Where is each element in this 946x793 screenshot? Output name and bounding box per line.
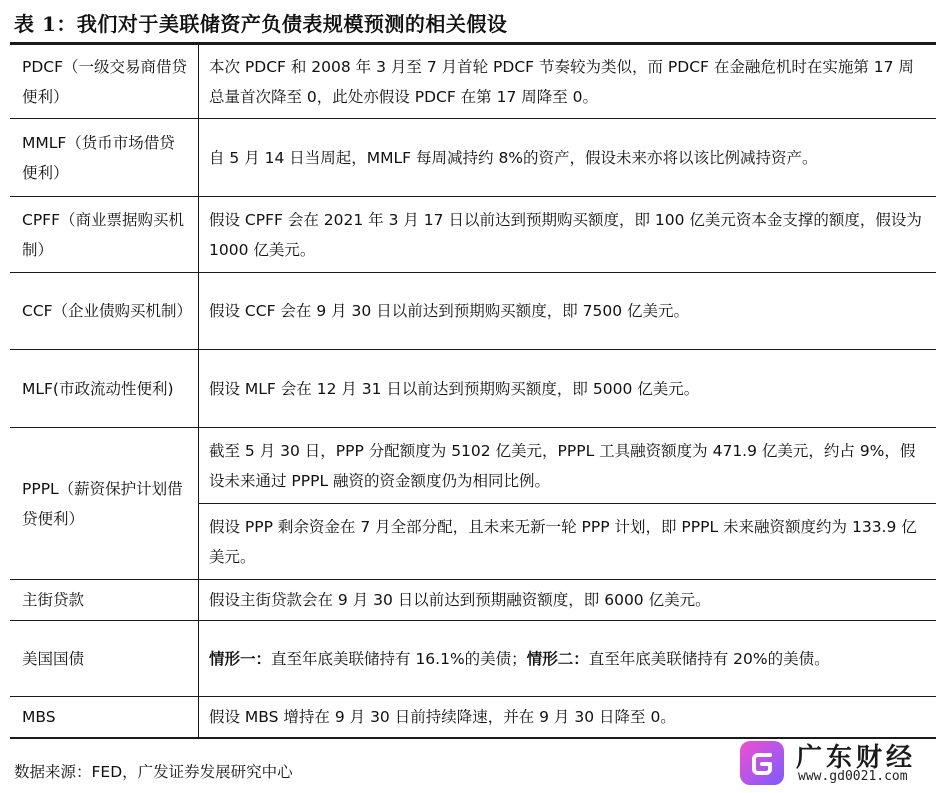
table-row xyxy=(10,580,936,621)
data-source: 数据来源：FED，广发证券发展研究中心 xyxy=(14,763,293,781)
scenario-text: 直至年底美联储持有 16.1%的美债； xyxy=(271,649,527,668)
watermark xyxy=(730,735,940,789)
row-key: CPFF（商业票据购买机制） xyxy=(10,197,199,273)
assumptions-table xyxy=(10,44,936,739)
table-row xyxy=(10,697,936,739)
watermark-brand: 广东财经 xyxy=(796,743,917,773)
row-key: MMLF（货币市场借贷便利） xyxy=(10,119,199,197)
row-key: MBS xyxy=(10,697,199,739)
table-title: 表 1：我们对于美联储资产负债表规模预测的相关假设 xyxy=(14,12,508,36)
row-value: 假设 MLF 会在 12 月 31 日以前达到预期购买额度，即 5000 亿美元。 xyxy=(199,350,937,428)
scenario-label: 情形二： xyxy=(526,649,589,668)
row-key: 美国国债 xyxy=(10,621,199,697)
row-value: 截至 5 月 30 日，PPP 分配额度为 5102 亿美元，PPPL 工具融资额度为 471.9 亿美元，约占 9%，假设未来通过 PPPL 融资的资金额度仍为相同比例。 xyxy=(199,428,937,504)
table-row xyxy=(10,350,936,428)
brand-logo-icon xyxy=(740,741,784,785)
row-value: 假设 MBS 增持在 9 月 30 日前持续降速，并在 9 月 30 日降至 0。 xyxy=(199,697,937,739)
row-key: PPPL（薪资保护计划借贷便利） xyxy=(10,428,199,580)
row-value xyxy=(199,621,937,697)
scenario-text: 直至年底美联储持有 20%的美债。 xyxy=(588,649,830,668)
row-key: CCF（企业债购买机制） xyxy=(10,273,199,350)
table-row xyxy=(10,119,936,197)
row-value: 本次 PDCF 和 2008 年 3 月至 7 月首轮 PDCF 节奏较为类似，而 PDCF 在金融危机时在实施第 17 周总量首次降至 0，此处亦假设 PDCF 在第 17 周降至 0。 xyxy=(199,45,937,119)
table-row xyxy=(10,621,936,697)
table-row xyxy=(10,428,936,504)
row-value: 假设 PPP 剩余资金在 7 月全部分配，且未来无新一轮 PPP 计划，即 PPPL 未来融资额度约为 133.9 亿美元。 xyxy=(199,504,937,580)
row-key: MLF(市政流动性便利) xyxy=(10,350,199,428)
table-row xyxy=(10,197,936,273)
row-value: 自 5 月 14 日当周起，MMLF 每周减持约 8%的资产，假设未来亦将以该比例减持资产。 xyxy=(199,119,937,197)
row-value: 假设 CCF 会在 9 月 30 日以前达到预期购买额度，即 7500 亿美元。 xyxy=(199,273,937,350)
row-key: PDCF（一级交易商借贷便利） xyxy=(10,45,199,119)
row-value: 假设 CPFF 会在 2021 年 3 月 17 日以前达到预期购买额度，即 100 亿美元资本金支撑的额度，假设为 1000 亿美元。 xyxy=(199,197,937,273)
table-row xyxy=(10,45,936,119)
table-row xyxy=(10,273,936,350)
row-key: 主街贷款 xyxy=(10,580,199,621)
row-value: 假设主街贷款会在 9 月 30 日以前达到预期融资额度，即 6000 亿美元。 xyxy=(199,580,937,621)
watermark-url: www.gd0021.com xyxy=(798,769,908,784)
scenario-label: 情形一： xyxy=(209,649,272,668)
